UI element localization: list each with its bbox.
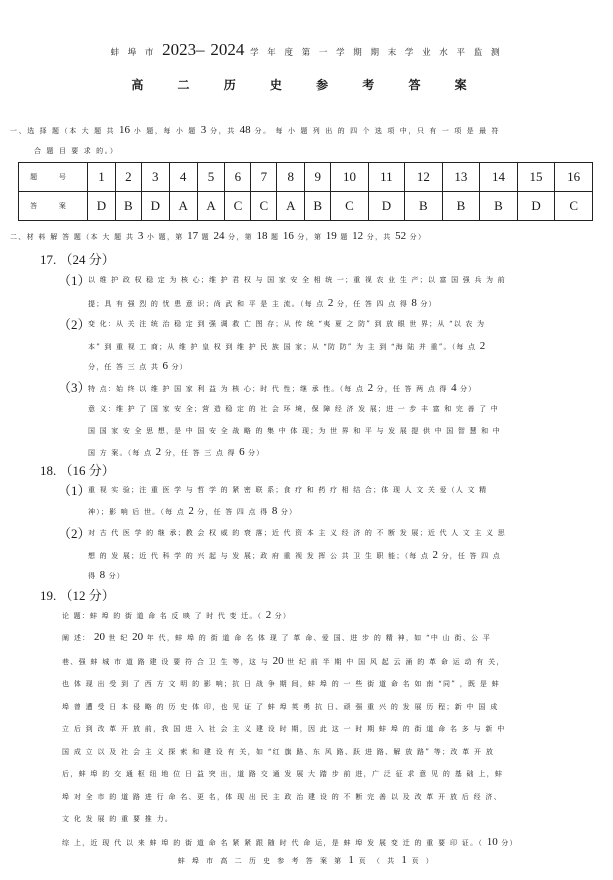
q-number: 11	[368, 163, 404, 192]
q17-label: 17. （24 分）	[40, 252, 115, 267]
text: 分，任 答 两 点 得	[376, 385, 448, 393]
row-label-answer: 答 案	[19, 192, 88, 221]
text: 分，任 答 四 点	[441, 552, 501, 560]
footer-text: 页 ）	[411, 857, 436, 865]
answer-cell: B	[442, 192, 480, 221]
q19-thesis	[62, 609, 291, 621]
q18-p1-line1: 重 视 实 验；注 重 医 学 与 哲 学 的 紧 密 联 系；食 疗 和 药 疗 相 结 合；体 现 人 文 关 爱（人 文 精	[88, 486, 488, 494]
q-number: 6	[225, 163, 251, 192]
points-total: 4	[451, 382, 457, 394]
points: 2	[265, 609, 272, 621]
s2-text: 分，第	[228, 233, 253, 241]
section2-intro	[10, 230, 426, 242]
q18-label: 18. （16 分）	[40, 463, 115, 478]
text: 综 上，近 现 代 以 来 蚌 埠 的 街 道 命 名 紧 紧 跟 随 时 代 命 运，是 蚌 埠 发 展 变 迁 的 重 要 印 证。（	[62, 838, 484, 847]
q17-p1-line1: 以 维 护 政 权 稳 定 为 核 心；维 护 君 权 与 国 家 安 全 相 统 一；重 视 农 业 生 产；以 富 国 强 兵 为 前	[88, 276, 506, 284]
q-number: 9	[305, 163, 331, 192]
essay-line	[62, 626, 582, 650]
q19-essay	[62, 626, 582, 854]
q-number: 3	[141, 163, 169, 192]
q-number: 14	[480, 163, 518, 192]
points-total: 8	[99, 569, 106, 581]
number: 20	[272, 654, 284, 667]
points: 2	[367, 382, 374, 394]
text: 神）；影 响 后 世。（每 点	[88, 508, 185, 516]
section1-intro	[10, 124, 500, 136]
footer-text: 页 （ 共	[358, 857, 397, 865]
q17-p2-line2	[88, 340, 485, 352]
s2-text: 题	[201, 233, 210, 241]
q17-p2-line1: 变 化：从 关 注 统 治 稳 定 到 强 调 救 亡 图 存；从 传 统 “夷 夏 之 防” 到 放 眼 世 界；从 “以 农 为	[88, 320, 486, 328]
s2-text: 小 题，第	[146, 233, 184, 241]
text: 本” 到 重 视 工 商；从 维 护 皇 权 到 维 护 民 族 国 家；从 “防 防” 为 主 到 “海 陆 并 重”。（每 点	[88, 343, 477, 351]
s2-text: 题	[340, 233, 349, 241]
s1-count: 16	[118, 124, 130, 136]
s2-p17: 24	[213, 230, 225, 242]
answer-cell: C	[251, 192, 277, 221]
text: 分，任 答 三 点 共	[88, 363, 160, 371]
answer-cell: D	[88, 192, 116, 221]
points: 2	[432, 549, 439, 561]
s2-q18: 18	[256, 230, 268, 242]
table-row-answers	[19, 192, 593, 221]
s2-count: 3	[137, 230, 144, 242]
answer-table	[18, 162, 593, 221]
q18-part2-number: （2）	[58, 526, 91, 541]
text: 国 方 案。（每 点	[88, 449, 153, 457]
text: 分）	[501, 838, 518, 847]
q-number: 5	[197, 163, 225, 192]
text: 巷、强 蚌 城 市 道 路 建 设 要 符 合 卫 生 等，这 与	[62, 657, 270, 666]
answer-cell: D	[368, 192, 404, 221]
essay-line: 后，蚌 埠 的 交 通 枢 纽 地 位 日 益 突 出，道 路 交 通 发 展 大 踏 步 前 进，广 泛 征 求 意 见 的 基 础 上，蚌	[62, 770, 504, 778]
number: 20	[132, 631, 144, 643]
answer-cell: D	[517, 192, 555, 221]
q18-p1-line2	[88, 505, 297, 517]
q-number: 1	[88, 163, 116, 192]
q-number: 15	[517, 163, 555, 192]
s2-text: 二、材 料 解 答 题（本 大 题 共	[10, 233, 135, 241]
text: 分）	[274, 612, 292, 620]
text: 分）	[280, 508, 298, 516]
q17-part1-number: （1）	[58, 273, 91, 288]
text: 特 点：始 终 以 维 护 国 家 利 益 为 核 心；时 代 性；继 承 性。（每 点	[88, 385, 365, 393]
points-total: 8	[411, 297, 417, 309]
q-number: 13	[442, 163, 480, 192]
points: 2	[327, 297, 334, 309]
q17-p3-line1	[88, 382, 476, 394]
q17-p2-line3	[88, 360, 188, 372]
exam-header	[0, 40, 613, 60]
answer-cell: D	[141, 192, 169, 221]
s1-text-b: 小 题，每 小 题	[133, 127, 197, 135]
essay-line: 埠 曾 遭 受 日 本 侵 略 的 历 史 体 印，也 见 证 了 蚌 埠 英 勇 抗 日、顽 强 重 兴 的 发 展 历 程；新 中 国 成	[62, 702, 499, 711]
answer-cell: C	[225, 192, 251, 221]
q19-label: 19. （12 分）	[40, 588, 115, 603]
points-total: 6	[162, 360, 169, 372]
text: 分）	[460, 385, 477, 393]
answer-cell: A	[197, 192, 225, 221]
s2-q19: 19	[325, 230, 337, 242]
points: 2	[479, 340, 486, 352]
s2-text: 题	[270, 233, 280, 241]
s2-text: 分，第	[297, 233, 323, 241]
essay-conclusion	[62, 831, 582, 855]
points-total: 6	[239, 446, 245, 458]
footer-text: 蚌 埠 市 高 二 历 史 参 考 答 案 第	[177, 857, 344, 865]
text: 分，任 答 四 点 得	[197, 508, 269, 516]
page-title: 高 二 历 史 参 考 答 案	[131, 78, 482, 92]
q-number: 16	[555, 163, 593, 192]
q17-p3-line4	[88, 446, 264, 458]
answer-cell: B	[305, 192, 331, 221]
q17-p3-line2: 意 义：维 护 了 国 家 安 全；营 造 稳 定 的 社 会 环 境，保 障 经 济 发 展；进 一 步 丰 富 和 完 善 了 中	[88, 405, 499, 413]
header-dash: –	[196, 40, 205, 59]
answer-cell: B	[115, 192, 141, 221]
page-footer	[0, 854, 613, 866]
s2-p18: 16	[282, 230, 294, 242]
s2-total: 52	[395, 230, 407, 242]
s1-text-a: 一、选 择 题（本 大 题 共	[10, 127, 116, 135]
header-city: 蚌 埠 市	[110, 48, 157, 58]
s1-text-d: 分。 每 小 题 列 出 的 四 个 选 项 中，只 有 一 项 是 最 符	[254, 127, 501, 135]
text: 论 题：蚌 埠 的 街 道 命 名 反 映 了 时 代 变 迁。（	[62, 612, 263, 620]
row-label-number: 题 号	[19, 163, 88, 192]
essay-line: 立 后 到 改 革 开 放 前，我 国 进 入 社 会 主 义 建 设 时 期，因 此 这 一 时 期 蚌 埠 的 街 道 命 名 多 与 新 中	[62, 725, 506, 733]
text: 阐 述：	[62, 634, 91, 642]
header-year-start: 2023	[162, 40, 197, 59]
header-year-end: 2024	[210, 40, 245, 59]
answer-cell: A	[169, 192, 197, 221]
text: 想 的 发 展；近 代 科 学 的 兴 起 与 发 展；政 府 重 视 发 挥 公 共 卫 生 职 能；（每 点	[88, 552, 430, 560]
points: 2	[155, 446, 162, 458]
q-number: 8	[277, 163, 305, 192]
text: 分）	[108, 572, 125, 580]
s2-p19: 12	[352, 230, 364, 242]
footer-page-number: 1	[348, 854, 354, 866]
answer-cell: B	[480, 192, 518, 221]
text: 分）	[248, 449, 265, 457]
q-number: 10	[331, 163, 369, 192]
section1-intro-line2: 合 题 目 要 求 的。）	[34, 147, 119, 155]
q17-part2-number: （2）	[58, 317, 91, 332]
essay-line: 国 成 立 以 及 社 会 主 义 探 索 和 建 设 有 关，如 “红 旗 路、东 风 路、跃 进 路、解 放 路” 等；改 革 开 放	[62, 747, 495, 756]
s1-each: 3	[200, 124, 207, 136]
s2-text: 分，共	[366, 233, 392, 241]
header-term: 学 年 度 第 一 学 期 期 末 学 业 水 平 监 测	[250, 48, 503, 58]
answer-cell: B	[405, 192, 443, 221]
q18-part1-number: （1）	[58, 483, 91, 498]
q17-p1-line2	[88, 297, 437, 309]
q17-part3-number: （3）	[58, 380, 91, 395]
q-number: 2	[115, 163, 141, 192]
points: 2	[188, 505, 194, 517]
number: 20	[93, 631, 105, 643]
footer-page-total: 1	[401, 854, 407, 866]
s2-q17: 17	[187, 230, 199, 242]
q-number: 7	[251, 163, 277, 192]
text: 提；具 有 强 烈 的 忧 患 意 识；尚 武 和 平 是 主 流。（每 点	[88, 300, 325, 308]
points-total: 8	[271, 505, 278, 517]
essay-line	[62, 650, 582, 674]
points: 10	[486, 835, 498, 848]
text: 分）	[171, 363, 188, 371]
answer-cell: C	[555, 192, 593, 221]
essay-line: 文 化 发 展 的 重 要 推 力。	[62, 815, 174, 823]
q18-p2-line1: 对 古 代 医 学 的 继 承；教 会 权 威 的 衰 落；近 代 资 本 主 义 经 济 的 不 断 发 展；近 代 人 文 主 义 思	[88, 529, 506, 537]
answer-cell: C	[331, 192, 369, 221]
q18-p2-line2	[88, 549, 501, 561]
q18-p2-line3	[88, 569, 125, 581]
text: 年 代，蚌 埠 的 街 道 命 名 体 现 了 革 命、爱 国、进 步 的 精 神，如 “中 山 街、公 平	[146, 634, 492, 642]
text: 世 纪	[108, 634, 129, 642]
q-number: 12	[405, 163, 443, 192]
s2-text: 分）	[409, 233, 427, 241]
text: 分，任 答 四 点 得	[336, 300, 408, 308]
q-number: 4	[169, 163, 197, 192]
answer-cell: A	[277, 192, 305, 221]
s1-text-c: 分，共	[210, 127, 236, 135]
essay-line: 也 体 现 出 受 到 了 西 方 文 明 的 影 响；抗 日 战 争 期 间，蚌 埠 的 一 些 街 道 命 名 如 南 “同” ，既 是 蚌	[62, 680, 500, 688]
table-row-numbers	[19, 163, 593, 192]
text: 分）	[420, 300, 437, 308]
text: 分，任 答 三 点 得	[164, 449, 236, 457]
essay-line: 埠 对 全 市 的 道 路 进 行 命 名、更 名，体 现 出 民 主 政 治 建 设 的 不 断 完 善 以 及 改 革 开 放 后 经 济、	[62, 792, 503, 801]
text: 世 纪 前 半 期 中 国 风 起 云 涌 的 革 命 运 动 有 关，	[287, 657, 505, 666]
text: 得	[88, 572, 97, 580]
q17-p3-line3: 国 国 家 安 全 思 想，是 中 国 安 全 战 略 的 集 中 体 现；为 世 界 和 平 与 发 展 提 供 中 国 智 慧 和 中	[88, 427, 502, 435]
s1-total: 48	[239, 124, 251, 136]
